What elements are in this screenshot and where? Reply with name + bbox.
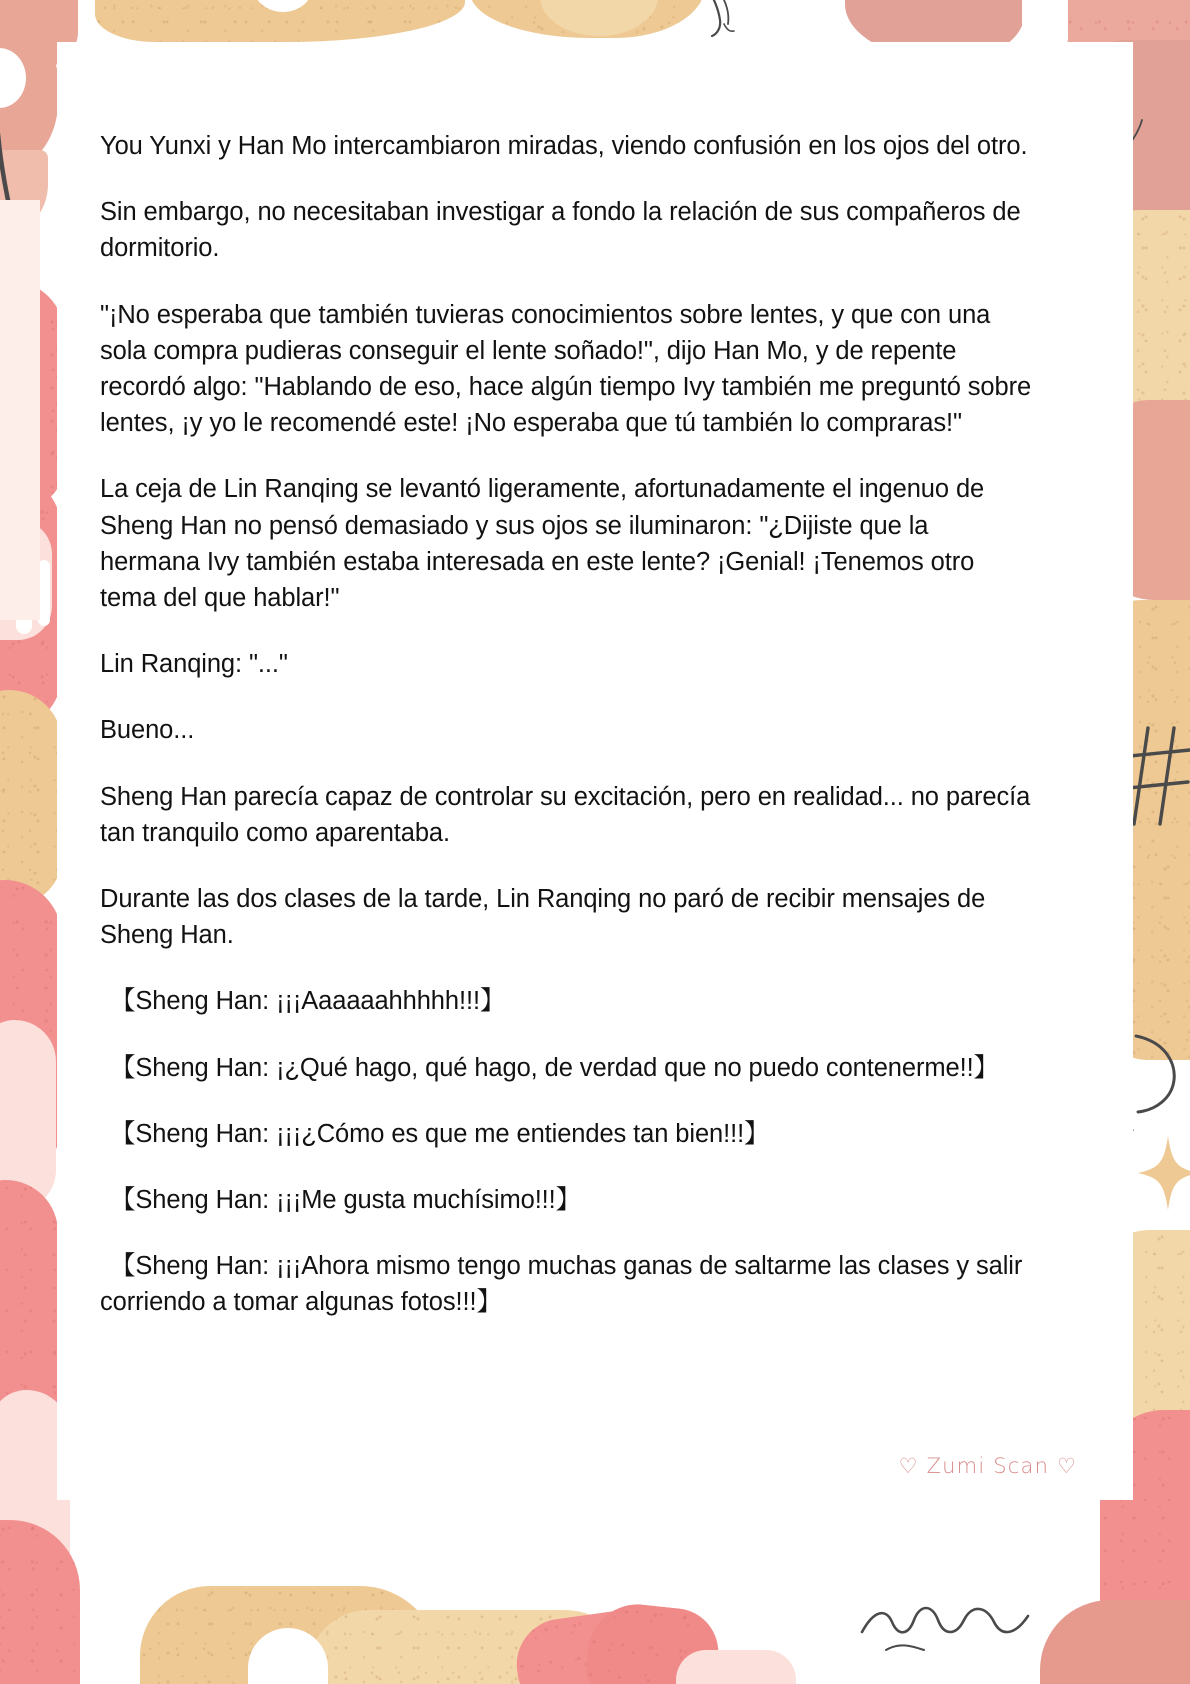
text-sheet	[57, 42, 1133, 1500]
chat-message: 【Sheng Han: ¡¡¡¿Cómo es que me entiendes tan bien!!!】	[110, 1119, 770, 1148]
chat-message: 【Sheng Han: ¡¿Qué hago, qué hago, de verdad que no puedo contenerme!!】	[110, 1053, 999, 1082]
deco-pale-wash-left	[0, 200, 40, 620]
paragraph: Durante las dos clases de la tarde, Lin Ranqing no paró de recibir mensajes de Sheng Han.	[100, 885, 986, 950]
paragraph: "¡No esperaba que también tuvieras conocimientos sobre lentes, y que con una sola compra pudieras conseguir el lente soñado!", dijo Han Mo, y de repente recordó algo: "Hablando de eso, hace algún tiempo Ivy también me preguntó sobre lentes, ¡y yo le recomendé este! ¡No esperaba que tú también lo compraras!"	[100, 300, 1032, 438]
paragraph: You Yunxi y Han Mo intercambiaron miradas, viendo confusión en los ojos del otro.	[100, 132, 1028, 160]
paragraph: Bueno...	[100, 716, 195, 745]
scanlator-watermark: ♡ Zumi Scan ♡	[898, 1454, 1077, 1478]
deco-sparkle-icon	[1136, 1134, 1190, 1212]
chat-message: 【Sheng Han: ¡¡¡Aaaaaahhhhh!!!】	[110, 987, 506, 1016]
text-body	[100, 128, 1035, 1351]
paragraph: Lin Ranqing: "..."	[100, 650, 288, 679]
deco-pinkpale-bottom	[676, 1650, 796, 1684]
deco-hashtag-icon	[1128, 724, 1190, 832]
deco-squiggle-bottom	[856, 1588, 1046, 1660]
chat-message: 【Sheng Han: ¡¡¡Ahora mismo tengo muchas ganas de saltarme las clases y salir corriendo a tomar algunas fotos!!!】	[100, 1252, 1023, 1317]
deco-bracket-doodle-right	[1128, 1030, 1184, 1120]
chat-message: 【Sheng Han: ¡¡¡Me gusta muchísimo!!!】	[110, 1186, 582, 1215]
paragraph: La ceja de Lin Ranqing se levantó ligeramente, afortunadamente el ingenuo de Sheng Han no pensó demasiado y sus ojos se iluminaron: "¿Dijiste que la hermana Ivy también estaba interesada en este lente? ¡Genial! ¡Tenemos otro tema del que hablar!"	[100, 475, 985, 613]
deco-squiggle-top	[690, 0, 760, 42]
deco-rose-corner-bottomright	[1040, 1600, 1190, 1684]
paragraph: Sheng Han parecía capaz de controlar su excitación, pero en realidad... no parecía tan tranquilo como aparentaba.	[100, 782, 1031, 847]
paragraph: Sin embargo, no necesitaban investigar a fondo la relación de sus compañeros de dormitorio.	[100, 198, 1021, 263]
deco-tan-blob-left	[0, 690, 62, 905]
